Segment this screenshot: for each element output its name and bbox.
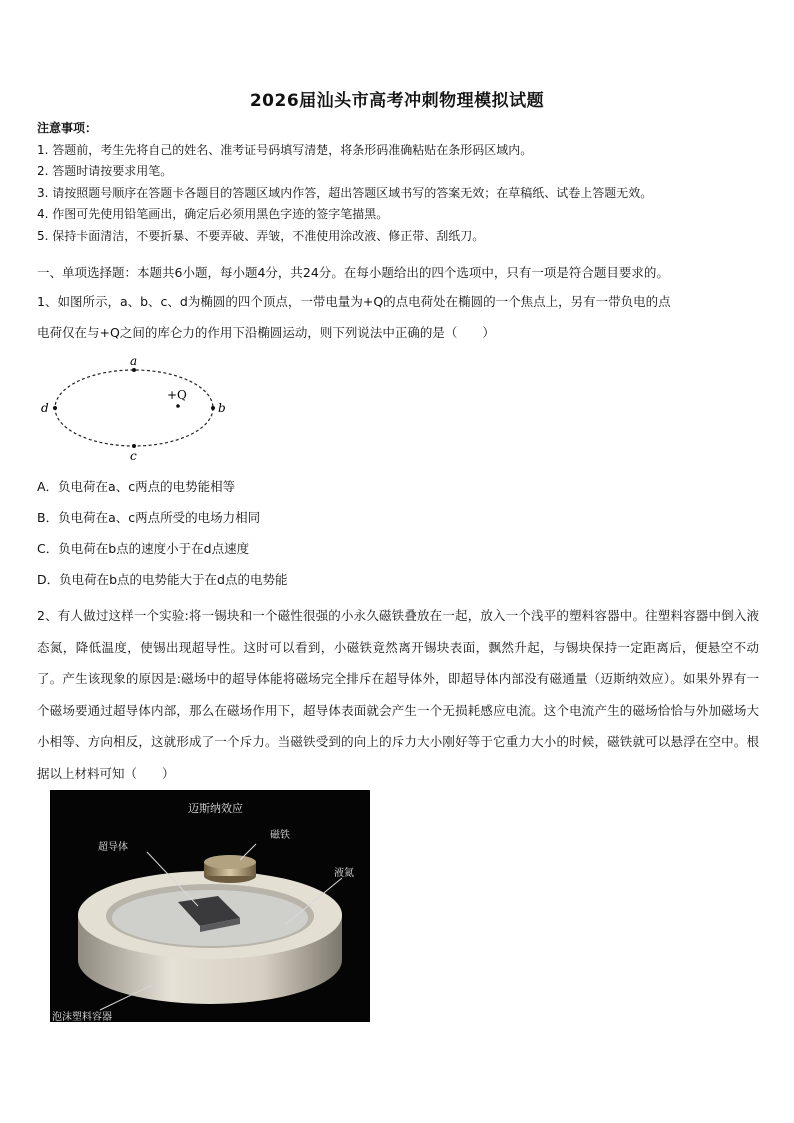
note-item: 5. 保持卡面清洁，不要折暴、不要弄破、弄皱，不准使用涂改液、修正带、刮纸刀。	[37, 228, 485, 243]
question-1-options	[37, 477, 288, 601]
note-item: 4. 作图可先使用铅笔画出，确定后必须用黑色字迹的签字笔描黑。	[37, 207, 389, 221]
vertex-c-point	[132, 444, 136, 448]
question-1-line-2: 电荷仅在与+Q之间的库仑力的作用下沿椭圆运动，则下列说法中正确的是（ ）	[37, 325, 495, 340]
charge-point	[176, 404, 180, 408]
meissner-effect-photo	[50, 790, 370, 1022]
label-c: c	[130, 449, 137, 463]
note-item: 3. 请按照题号顺序在答题卡各题目的答题区域内作答，超出答题区域书写的答案无效；在草稿纸、试卷上答题无效。	[37, 185, 653, 200]
label-charge: +Q	[167, 388, 187, 402]
label-magnet: 磁铁	[270, 830, 290, 841]
question-1-line-1: 1、如图所示，a、b、c、d为椭圆的四个顶点，一带电量为+Q的点电荷处在椭圆的一个焦点上，另有一带负电的点	[37, 294, 671, 309]
meissner-illustration	[50, 790, 370, 1022]
option-a[interactable]: A．负电荷在a、c两点的电势能相等	[37, 479, 236, 494]
option-c[interactable]: C．负电荷在b点的速度小于在d点速度	[37, 541, 250, 556]
ellipse-orbit	[55, 370, 213, 446]
label-foam-container: 泡沫塑料容器	[52, 1012, 112, 1023]
label-a: a	[130, 355, 138, 368]
label-d: d	[41, 401, 49, 415]
label-b: b	[218, 401, 226, 415]
label-liquid-nitrogen: 液氮	[334, 868, 354, 879]
photo-caption-title: 迈斯纳效应	[188, 802, 243, 815]
note-item: 2. 答题时请按要求用笔。	[37, 164, 173, 178]
question-2: 2、有人做过这样一个实验:将一锡块和一个磁性很强的小永久磁铁叠放在一起，放入一个浅平的塑料容器中。往塑料容器中倒入液态氮，降低温度，使锡出现超导性。这时可以看到，小磁铁竟然离开锡块表面，飘然升起，与锡块保持一定距离后，便悬空不动了。产生该现象的原因是:磁场中的超导体能将磁场完全排斥在超导体外，即超导体内部没有磁通量（迈斯纳效应）。如果外界有一个磁场要通过超导体内部，那么在磁场作用下，超导体表面就会产生一个无损耗感应电流。这个电流产生的磁场恰恰与外加磁场大小相等、方向相反，这就形成了一个斥力。当磁铁受到的向上的斥力大小刚好等于它重力大小的时候，磁铁就可以悬浮在空中。根据以上材料可知（ ）	[37, 608, 759, 781]
vertex-a-point	[132, 368, 136, 372]
notes-block	[37, 118, 652, 247]
label-superconductor: 超导体	[98, 842, 128, 853]
ellipse-diagram	[30, 355, 240, 465]
section-heading: 一、单项选择题：本题共6小题，每小题4分，共24分。在每小题给出的四个选项中，只有一项是符合题目要求的。	[37, 265, 669, 280]
option-b[interactable]: B．负电荷在a、c两点所受的电场力相同	[37, 510, 261, 525]
option-d[interactable]: D．负电荷在b点的电势能大于在d点的电势能	[37, 572, 288, 587]
page-title: 2026届汕头市高考冲刺物理模拟试题	[249, 91, 545, 111]
vertex-d-point	[53, 406, 57, 410]
vertex-b-point	[211, 406, 215, 410]
notes-heading: 注意事项：	[37, 121, 98, 135]
note-item: 1. 答题前，考生先将自己的姓名、准考证号码填写清楚，将条形码准确粘贴在条形码区域内。	[37, 142, 533, 157]
question-1	[37, 262, 759, 343]
